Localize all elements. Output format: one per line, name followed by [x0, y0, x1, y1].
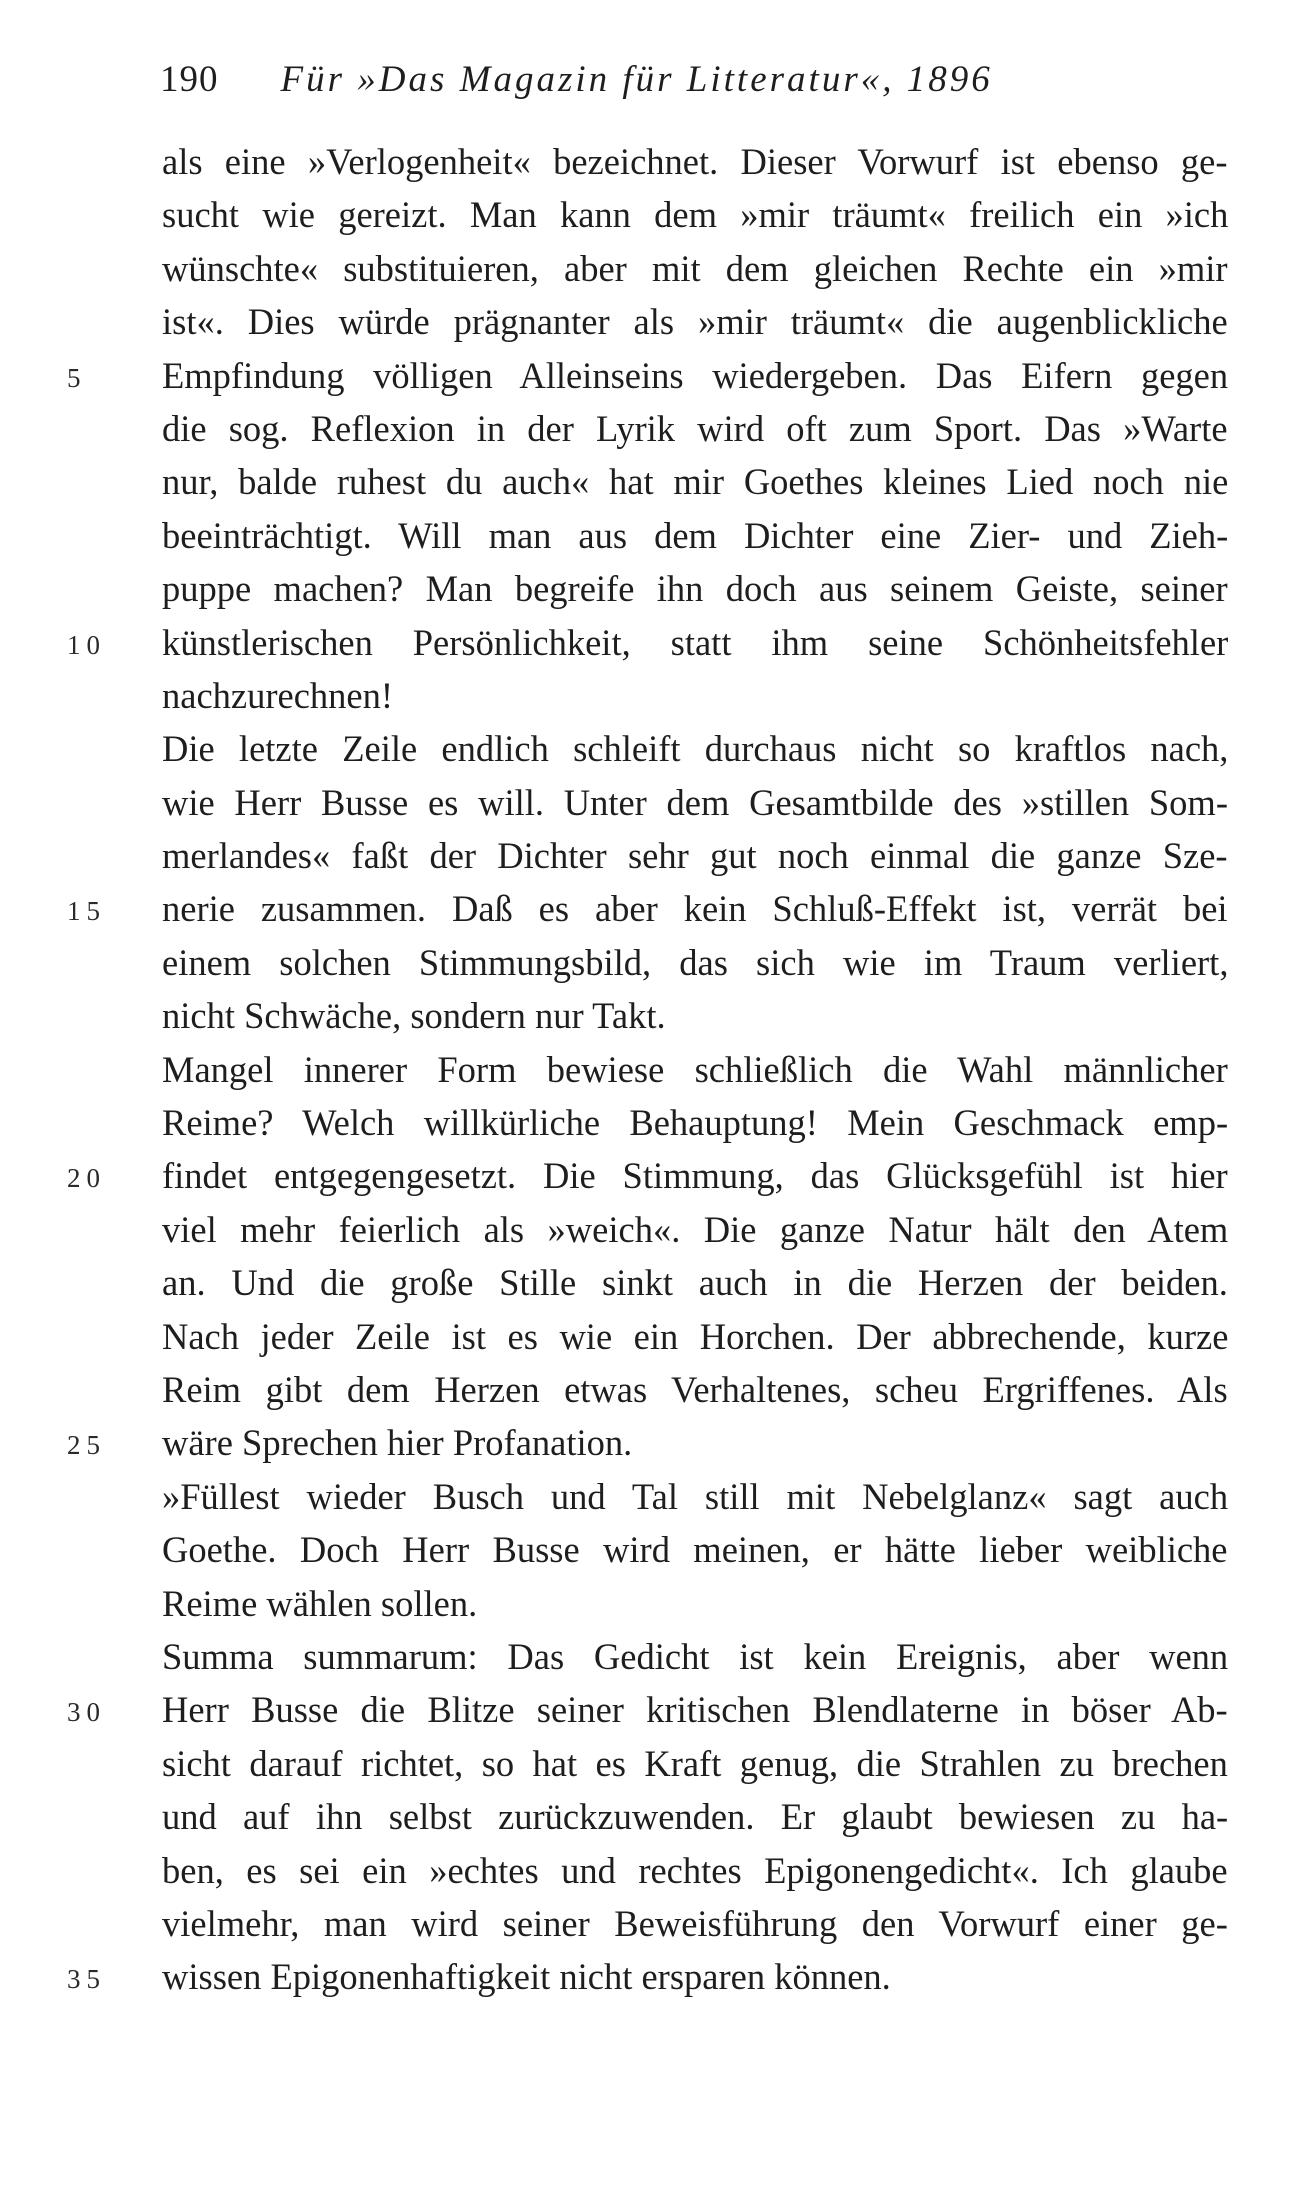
line-text: nicht Schwäche, sondern nur Takt.: [162, 995, 666, 1037]
running-head: Für »Das Magazin für Litteratur«, 1896: [280, 59, 993, 100]
text-line: [162, 1096, 1228, 1149]
line-text: als eine »Verlogenheit« bezeichnet. Dieser Vorwurf ist ebenso ge-: [162, 141, 1228, 182]
line-text: viel mehr feierlich als »weich«. Die ganze Natur hält den Atem: [162, 1208, 1229, 1250]
text-line: [67, 1416, 1228, 1469]
text-line: [162, 509, 1228, 562]
line-number: 35: [67, 1964, 106, 1995]
text-line: [162, 1043, 1228, 1096]
line-number: 20: [67, 1163, 106, 1194]
text-line: [162, 1523, 1228, 1576]
text-line: [162, 776, 1228, 829]
line-text: Herr Busse die Blitze seiner kritischen Blendlaterne in böser Ab-: [162, 1689, 1228, 1731]
line-text: nerie zusammen. Daß es aber kein Schluß-Effekt ist, verrät bei: [162, 888, 1228, 930]
line-text: merlandes« faßt der Dichter sehr gut noch einmal die ganze Sze-: [162, 835, 1228, 877]
text-line: [162, 1790, 1228, 1843]
text-line: [67, 1149, 1228, 1202]
line-text: Goethe. Doch Herr Busse wird meinen, er hätte lieber weibliche: [162, 1529, 1228, 1571]
text-line: [162, 562, 1228, 615]
line-text: Summa summarum: Das Gedicht ist kein Ereignis, aber wenn: [162, 1635, 1229, 1677]
text-line: [162, 1577, 1228, 1630]
text-line: [162, 295, 1228, 348]
line-text: künstlerischen Persönlichkeit, statt ihm seine Schönheitsfehler: [162, 621, 1229, 663]
line-text: Reim gibt dem Herzen etwas Verhaltenes, scheu Ergriffenes. Als: [162, 1368, 1228, 1410]
text-line: [162, 936, 1228, 989]
text-line: [162, 1737, 1228, 1790]
text-line: [162, 1630, 1228, 1683]
body-text: [67, 135, 1229, 2004]
line-text: sicht darauf richtet, so hat es Kraft genug, die Strahlen zu brechen: [162, 1742, 1228, 1784]
text-line: [162, 669, 1228, 722]
line-text: Reime? Welch willkürliche Behauptung! Mein Geschmack emp-: [162, 1102, 1229, 1144]
line-text: »Füllest wieder Busch und Tal still mit Nebelglanz« sagt auch: [162, 1475, 1229, 1517]
line-text: puppe machen? Man begreife ihn doch aus seinem Geiste, seiner: [162, 568, 1228, 610]
line-text: Reime wählen sollen.: [162, 1582, 478, 1624]
text-line: [162, 455, 1228, 508]
text-line: [162, 1844, 1228, 1897]
page-number: 190: [160, 59, 219, 100]
line-text: wäre Sprechen hier Profanation.: [162, 1422, 633, 1464]
text-line: [162, 242, 1228, 295]
line-number: 25: [67, 1430, 106, 1461]
text-line: [162, 188, 1228, 241]
line-number: 10: [67, 629, 106, 660]
text-line: [67, 882, 1228, 935]
text-line: [162, 722, 1228, 775]
text-line: [162, 402, 1228, 455]
line-text: einem solchen Stimmungsbild, das sich wie im Traum verliert,: [162, 941, 1229, 983]
line-text: und auf ihn selbst zurückzuwenden. Er glaubt bewiesen zu ha-: [162, 1796, 1229, 1838]
line-text: findet entgegengesetzt. Die Stimmung, das Glücksgefühl ist hier: [162, 1155, 1228, 1197]
text-line: [67, 1950, 1228, 2003]
line-text: wie Herr Busse es will. Unter dem Gesamtbilde des »stillen Som-: [162, 781, 1228, 823]
line-text: Mangel innerer Form bewiese schließlich die Wahl männlicher: [162, 1048, 1228, 1090]
text-line: [162, 1310, 1228, 1363]
line-text: an. Und die große Stille sinkt auch in die Herzen der beiden.: [162, 1262, 1228, 1304]
text-line: [162, 1363, 1228, 1416]
line-text: Die letzte Zeile endlich schleift durchaus nicht so kraftlos nach,: [162, 728, 1229, 770]
text-line: [67, 349, 1229, 402]
line-text: wünschte« substituieren, aber mit dem gleichen Rechte ein »mir: [162, 247, 1228, 289]
text-line: [162, 829, 1228, 882]
text-line: [162, 1897, 1228, 1950]
line-text: sucht wie gereizt. Man kann dem »mir träumt« freilich ein »ich: [162, 194, 1229, 236]
line-text: nur, balde ruhest du auch« hat mir Goethes kleines Lied noch nie: [162, 461, 1229, 503]
line-text: ben, es sei ein »echtes und rechtes Epigonengedicht«. Ich glaube: [162, 1849, 1228, 1891]
text-line: [162, 1256, 1228, 1309]
text-line: [162, 1470, 1228, 1523]
page-header: [160, 58, 993, 101]
line-text: beeinträchtigt. Will man aus dem Dichter eine Zier- und Zieh-: [162, 514, 1229, 556]
line-text: vielmehr, man wird seiner Beweisführung den Vorwurf einer ge-: [162, 1902, 1228, 1944]
text-line: [162, 135, 1228, 188]
line-text: die sog. Reflexion in der Lyrik wird oft zum Sport. Das »Warte: [162, 407, 1228, 449]
line-text: Empfindung völligen Alleinseins wiedergeben. Das Eifern gegen: [162, 354, 1229, 396]
line-number: 30: [67, 1697, 106, 1728]
text-line: [162, 1203, 1228, 1256]
line-number: 5: [67, 362, 87, 393]
line-text: wissen Epigonenhaftigkeit nicht ersparen können.: [162, 1956, 891, 1998]
text-line: [162, 989, 1228, 1042]
line-text: ist«. Dies würde prägnanter als »mir träumt« die augenblickliche: [162, 301, 1228, 343]
text-line: [67, 616, 1229, 669]
line-number: 15: [67, 896, 106, 927]
line-text: nachzurechnen!: [162, 674, 394, 716]
text-line: [67, 1683, 1228, 1736]
line-text: Nach jeder Zeile ist es wie ein Horchen. Der abbrechende, kurze: [162, 1315, 1229, 1357]
